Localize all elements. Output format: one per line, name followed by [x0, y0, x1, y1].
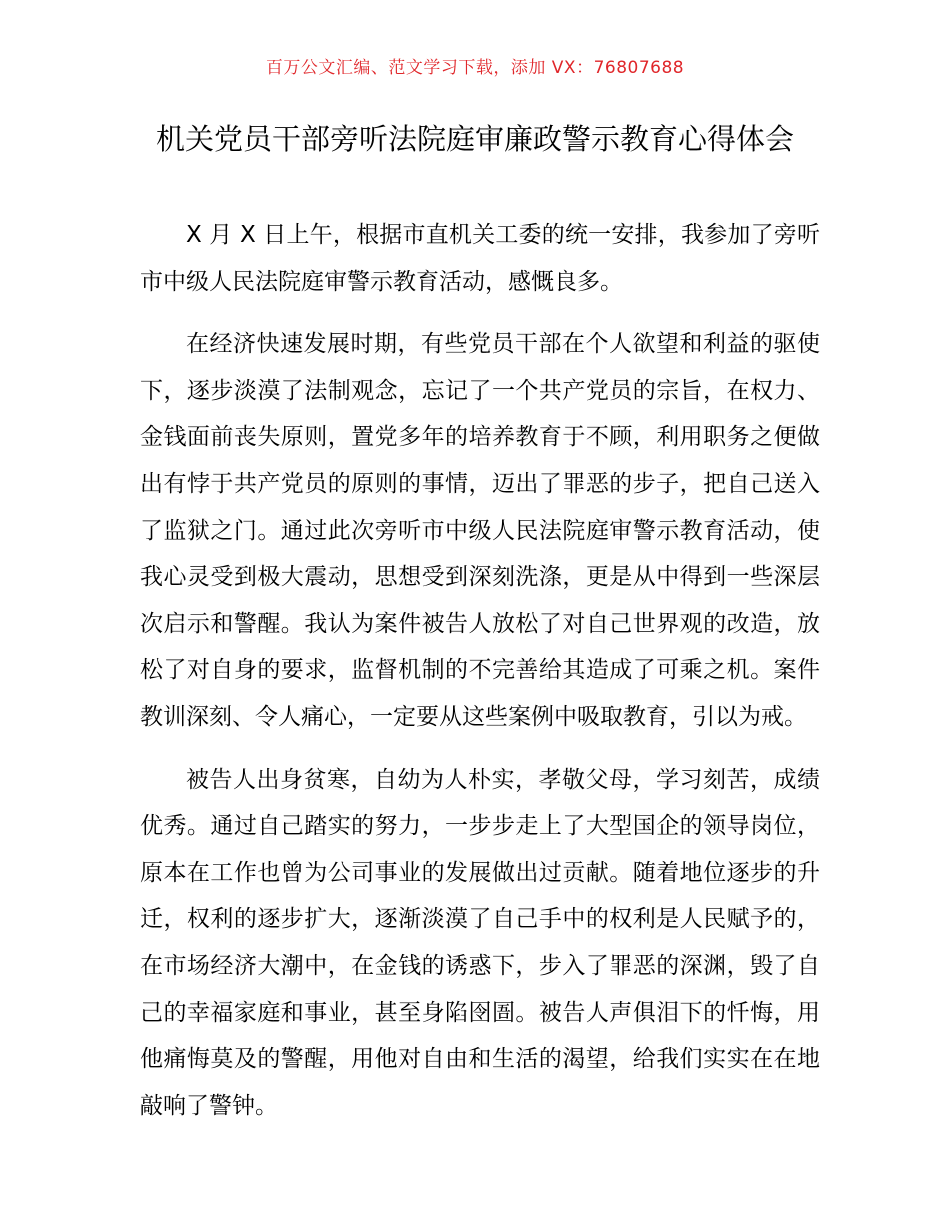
document-body: [140, 212, 820, 1145]
paragraph-3: 被告人出身贫寒，自幼为人朴实，孝敬父母，学习刻苦，成绩优秀。通过自己踏实的努力，一步步走上了大型国企的领导岗位，原本在工作也曾为公司事业的发展做出过贡献。随着地位逐步的升迁，权利的逐步扩大，逐渐淡漠了自己手中的权利是人民赋予的，在市场经济大潮中，在金钱的诱惑下，步入了罪恶的深渊，毁了自己的幸福家庭和事业，甚至身陷囹圄。被告人声俱泪下的忏悔，用他痛悔莫及的警醒，用他对自由和生活的渴望，给我们实实在在地敲响了警钟。: [140, 766, 820, 1119]
header-promo-note: 百万公文汇编、范文学习下载，添加 VX：76807688: [265, 58, 685, 78]
paragraph-2: 在经济快速发展时期，有些党员干部在个人欲望和利益的驱使下，逐步淡漠了法制观念，忘记了一个共产党员的宗旨，在权力、金钱面前丧失原则，置党多年的培养教育于不顾，利用职务之便做出有悖于共产党员的原则的事情，迈出了罪恶的步子，把自己送入了监狱之门。通过此次旁听市中级人民法院庭审警示教育活动，使我心灵受到极大震动，思想受到深刻洗涤，更是从中得到一些深层次启示和警醒。我认为案件被告人放松了对自己世界观的改造，放松了对自身的要求，监督机制的不完善给其造成了可乘之机。案件教训深刻、令人痛心，一定要从这些案例中吸取教育，引以为戒。: [140, 331, 820, 730]
paragraph-1: X 月 X 日上午，根据市直机关工委的统一安排，我参加了旁听市中级人民法院庭审警示教育活动，感慨良多。: [140, 222, 820, 295]
document-title: 机关党员干部旁听法院庭审廉政警示教育心得体会: [155, 122, 794, 156]
